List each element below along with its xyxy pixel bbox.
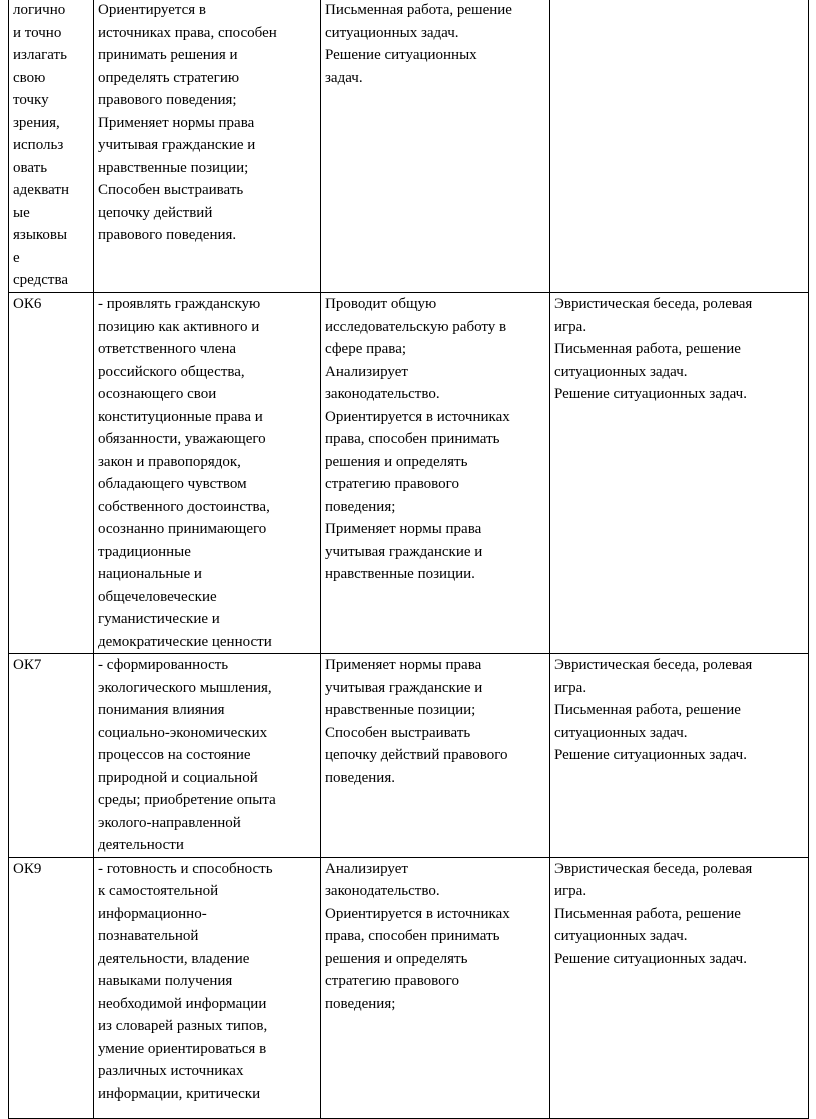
- result-indicators-cell: Письменная работа, решение ситуационных задач. Решение ситуационных задач.: [321, 0, 550, 293]
- competence-code-cell: ОК9: [9, 857, 94, 1118]
- competence-description-cell: - сформированность экологического мышления, понимания влияния социально-экономических процессов на состояние природной и социальной среды; приобретение опыта эколого-направленной деятельности: [94, 654, 321, 858]
- competence-description-cell: - проявлять гражданскую позицию как активного и ответственного члена российского общества, осознающего свои конституционные права и обязанности, уважающего закон и правопорядок, обладающего чувством собственного достоинства, осознанно принимающего традиционные национальные и общечеловеческие гуманистические и демократические ценности: [94, 293, 321, 654]
- competence-description-cell: Ориентируется в источниках права, способен принимать решения и определять стратегию правового поведения; Применяет нормы права учитывая гражданские и нравственные позиции; Способен выстраивать цепочку действий правового поведения.: [94, 0, 321, 293]
- table-row: [9, 293, 809, 654]
- assessment-methods-cell: [550, 0, 809, 293]
- assessment-methods-cell: Эвристическая беседа, ролевая игра. Письменная работа, решение ситуационных задач. Решение ситуационных задач.: [550, 857, 809, 1118]
- competence-code-cell: ОК7: [9, 654, 94, 858]
- result-indicators-cell: Анализирует законодательство. Ориентируется в источниках права, способен принимать решения и определять стратегию правового поведения;: [321, 857, 550, 1118]
- competence-code-cell: логично и точно излагать свою точку зрения, использ овать адекватн ые языковы е средства: [9, 0, 94, 293]
- table-row: [9, 857, 809, 1118]
- assessment-methods-cell: Эвристическая беседа, ролевая игра. Письменная работа, решение ситуационных задач. Решение ситуационных задач.: [550, 654, 809, 858]
- result-indicators-cell: Проводит общую исследовательскую работу в сфере права; Анализирует законодательство. Ориентируется в источниках права, способен принимать решения и определять стратегию правового поведения; Применяет нормы права учитывая гражданские и нравственные позиции.: [321, 293, 550, 654]
- assessment-methods-cell: Эвристическая беседа, ролевая игра. Письменная работа, решение ситуационных задач. Решение ситуационных задач.: [550, 293, 809, 654]
- competence-description-cell: - готовность и способность к самостоятельной информационно- познавательной деятельности, владение навыками получения необходимой информации из словарей разных типов, умение ориентироваться в различных источниках информации, критически: [94, 857, 321, 1118]
- competence-table: [8, 0, 809, 1119]
- table-row: [9, 0, 809, 293]
- result-indicators-cell: Применяет нормы права учитывая гражданские и нравственные позиции; Способен выстраивать цепочку действий правового поведения.: [321, 654, 550, 858]
- competence-code-cell: ОК6: [9, 293, 94, 654]
- table-row: [9, 654, 809, 858]
